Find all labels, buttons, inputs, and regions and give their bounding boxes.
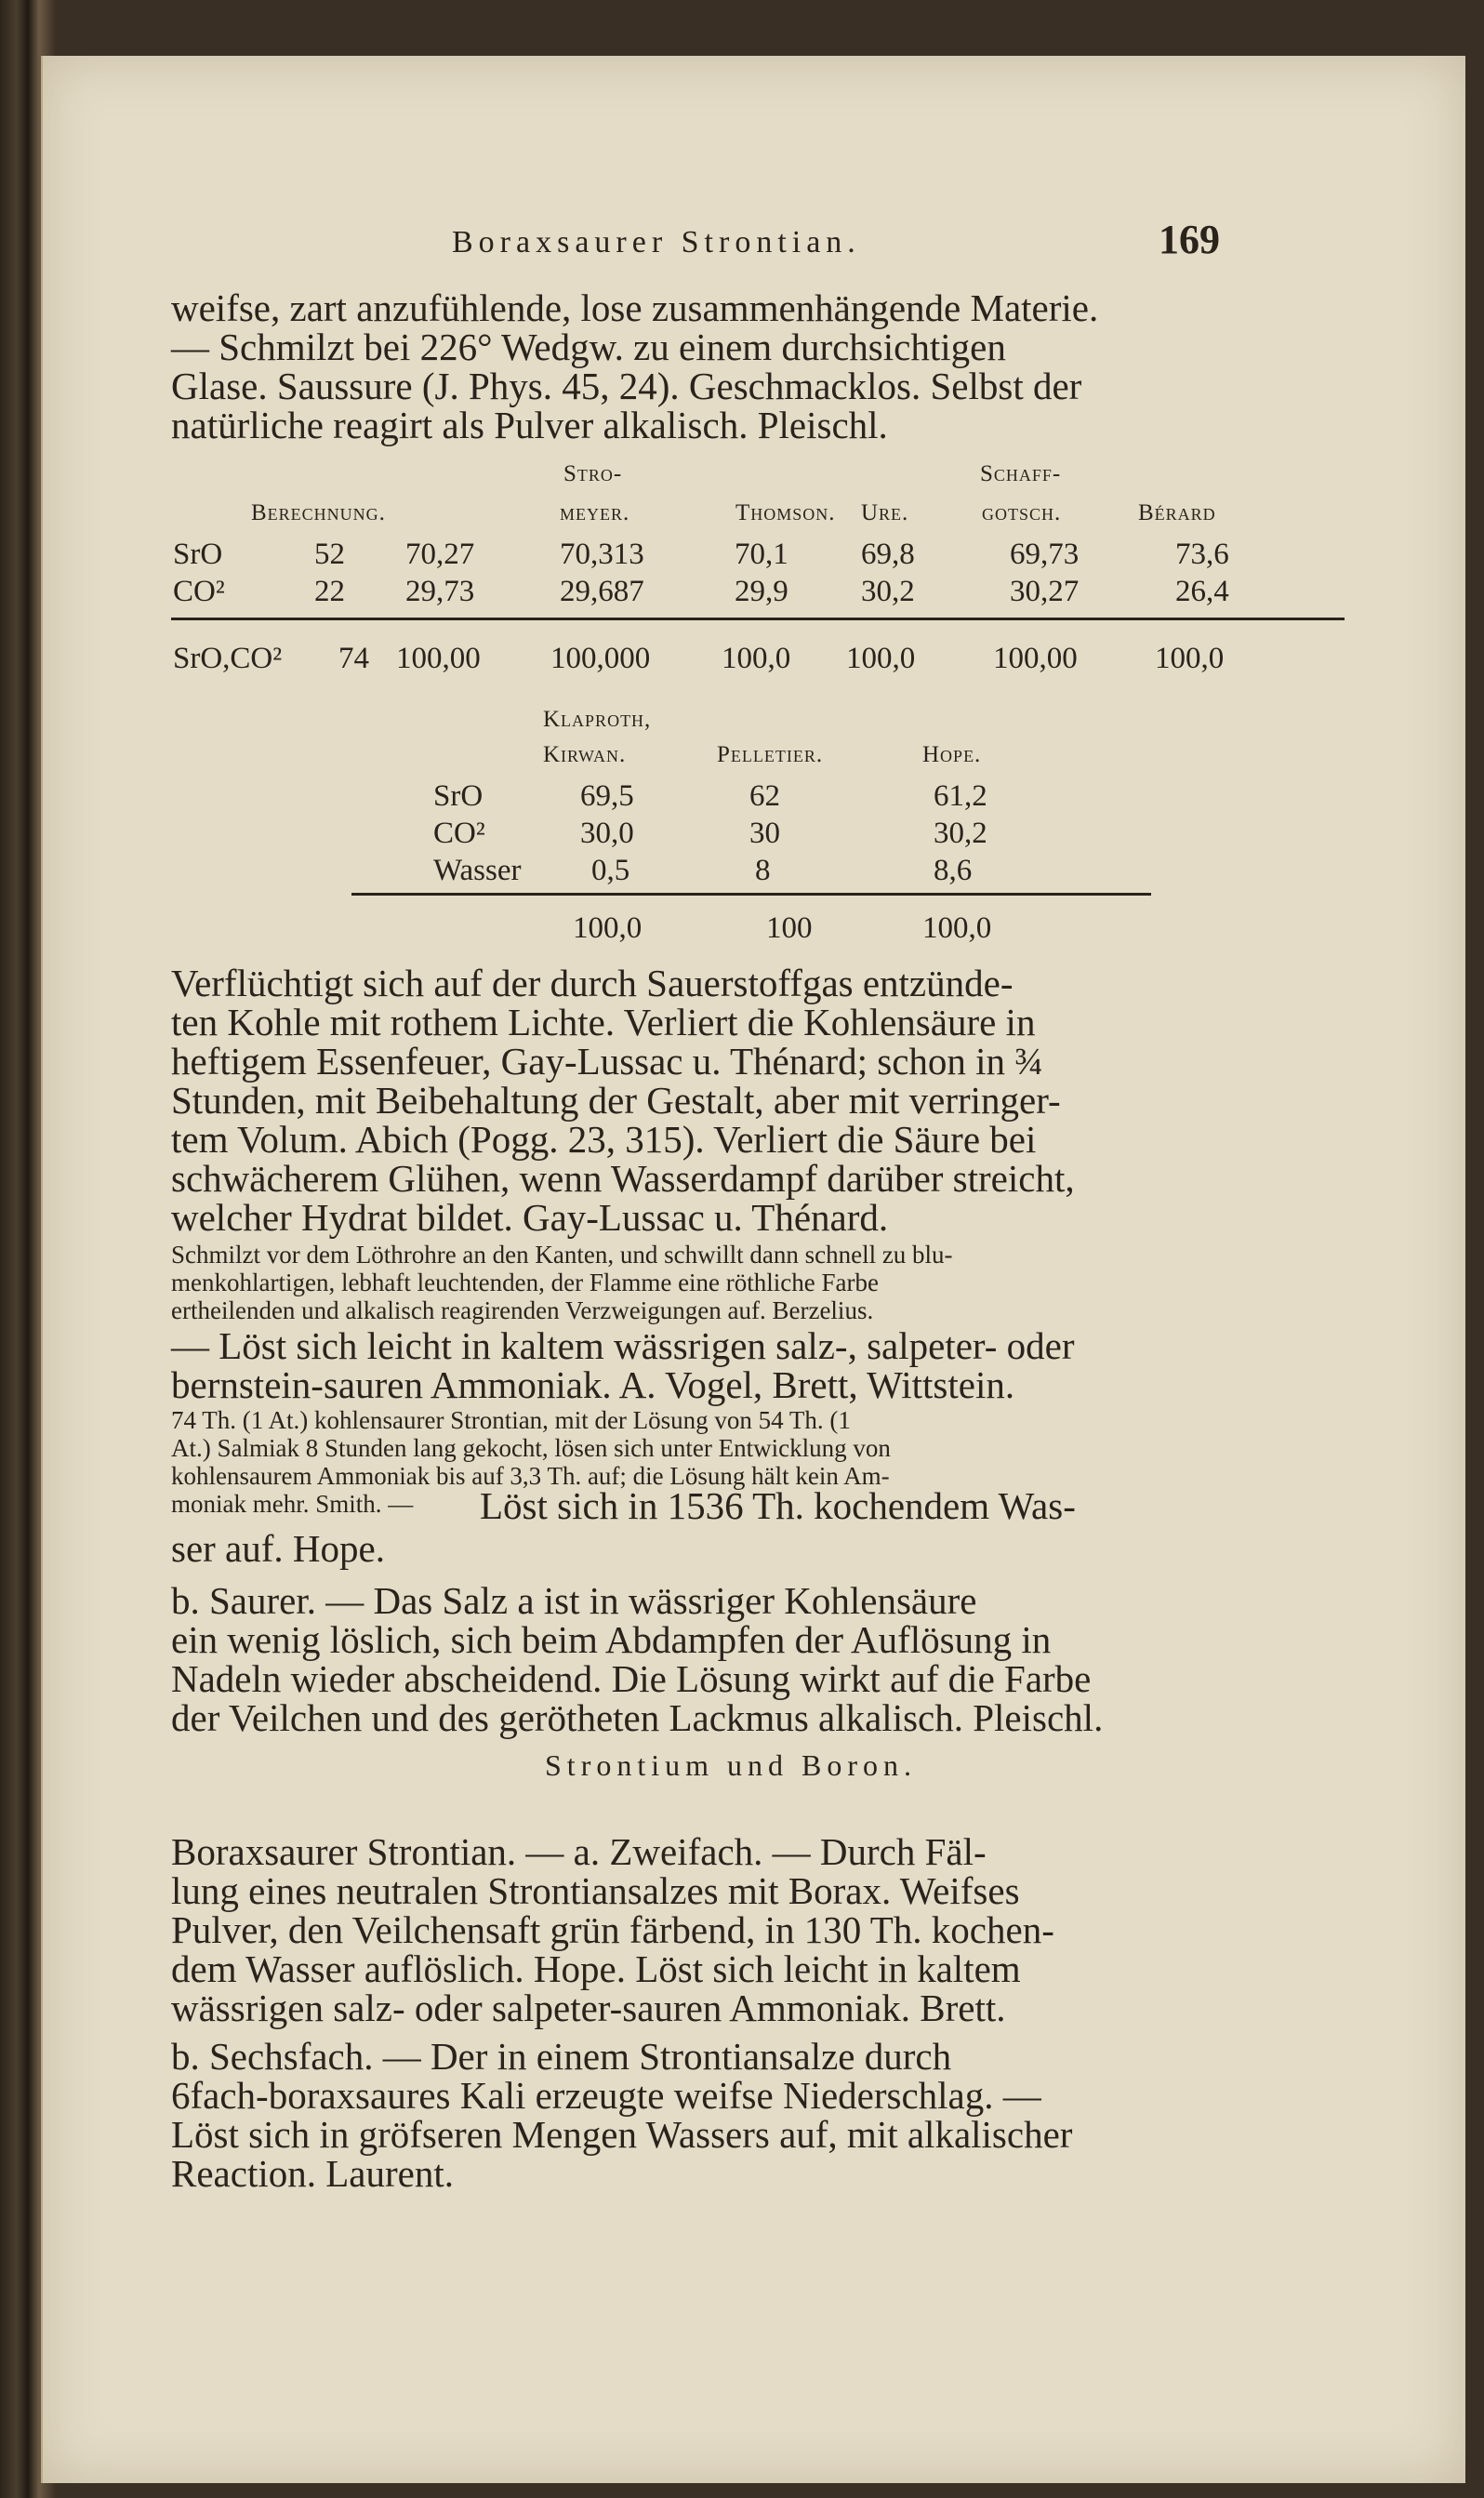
cell: 29,9 — [735, 575, 788, 608]
text-line: Reaction. Laurent. — [171, 2152, 454, 2195]
cell: 69,8 — [861, 538, 915, 571]
text-last: ser auf. Hope. — [171, 1527, 385, 1570]
col-header-ure: Ure. — [861, 500, 909, 525]
text-line: bernstein-sauren Ammoniak. A. Vogel, Brett, Wittstein. — [171, 1363, 1015, 1406]
cell: 30,2 — [934, 817, 987, 850]
col-header-thomson: Thomson. — [735, 500, 836, 525]
text-line: — Schmilzt bei 226° Wedgw. zu einem durchsichtigen — [171, 326, 1006, 368]
text-line: Glase. Saussure (J. Phys. 45, 24). Geschmacklos. Selbst der — [171, 365, 1082, 407]
text-line: Pulver, den Veilchensaft grün färbend, in 130 Th. kochen- — [171, 1908, 1054, 1951]
table-rule — [351, 893, 1151, 896]
book-page — [41, 56, 1465, 2483]
text-line: wässrigen salz- oder salpeter-sauren Ammoniak. Brett. — [171, 1986, 1006, 2029]
row-label: CO² — [173, 575, 225, 608]
cell: 69,5 — [580, 779, 634, 813]
running-title: Boraxsaurer Strontian. — [452, 225, 861, 259]
col-header-klaproth-1: Klaproth, — [543, 707, 652, 732]
cell: 69,73 — [1010, 538, 1080, 571]
text-line: Löst sich in gröfseren Mengen Wassers auf, mit alkalischer — [171, 2113, 1073, 2156]
total-cell: 100,00 — [993, 642, 1078, 675]
cell: 52 — [314, 538, 345, 571]
text-line: ein wenig löslich, sich beim Abdampfen der Auflösung in — [171, 1618, 1052, 1661]
total-cell: 100,0 — [722, 642, 791, 675]
text-line: — Löst sich leicht in kaltem wässrigen salz-, salpeter- oder — [171, 1324, 1075, 1367]
cell: 62 — [749, 779, 780, 813]
total-cell: 74 — [338, 642, 369, 675]
section-title: Strontium und Boron. — [545, 1748, 918, 1782]
total-cell: 100,00 — [396, 642, 481, 675]
total-cell: 100,0 — [1155, 642, 1225, 675]
text-line: menkohlartigen, lebhaft leuchtenden, der Flamme eine röthliche Farbe — [171, 1269, 879, 1296]
col-header-klaproth-2: Kirwan. — [543, 742, 627, 767]
paragraph-sechsfach — [171, 2037, 1333, 2193]
cell: 22 — [314, 575, 345, 608]
text-line: ertheilenden und alkalisch reagirenden Verzweigungen auf. Berzelius. — [171, 1296, 874, 1324]
text-line: b. Sechsfach. — Der in einem Strontiansalze durch — [171, 2035, 952, 2078]
col-header-stromeyer-1: Stro- — [563, 461, 623, 486]
row-label: SrO — [173, 538, 223, 571]
total-cell: 100 — [766, 911, 813, 945]
cell: 73,6 — [1175, 538, 1229, 571]
text-line: Stunden, mit Beibehaltung der Gestalt, aber mit verringer- — [171, 1079, 1061, 1122]
total-cell: 100,0 — [846, 642, 916, 675]
text-line: welcher Hydrat bildet. Gay-Lussac u. Thénard. — [171, 1196, 889, 1239]
cell: 26,4 — [1175, 575, 1229, 608]
cell: 8 — [755, 854, 771, 887]
col-header-berechnung: Berechnung. — [251, 500, 386, 525]
cell: 30,27 — [1010, 575, 1080, 608]
text-tail: Löst sich in 1536 Th. kochendem Was- — [480, 1484, 1076, 1527]
cell: 8,6 — [934, 854, 973, 887]
cell: 29,73 — [405, 575, 475, 608]
text-line: 74 Th. (1 At.) kohlensaurer Strontian, mit der Lösung von 54 Th. (1 — [171, 1406, 851, 1434]
col-header-schaffgotsch-2: gotsch. — [982, 500, 1062, 525]
page-header — [43, 216, 1465, 272]
text-line: schwächerem Glühen, wenn Wasserdampf darüber streicht, — [171, 1157, 1075, 1200]
paragraph-small-note — [171, 1241, 1333, 1324]
page-number: 169 — [1159, 217, 1220, 262]
text-line: 6fach-boraxsaures Kali erzeugte weifse Niederschlag. — — [171, 2074, 1041, 2117]
col-header-stromeyer-2: meyer. — [560, 500, 630, 525]
table-rule — [171, 618, 1345, 620]
row-label: SrO — [433, 779, 484, 813]
text-line: Nadeln wieder abscheidend. Die Lösung wirkt auf die Farbe — [171, 1657, 1092, 1700]
text-line: der Veilchen und des gerötheten Lackmus alkalisch. Pleischl. — [171, 1696, 1104, 1739]
text-line: Schmilzt vor dem Löthrohre an den Kanten, und schwillt dann schnell zu blu- — [171, 1241, 953, 1269]
cell: 30 — [749, 817, 780, 850]
cell: 30,0 — [580, 817, 634, 850]
text-line: weifse, zart anzufühlende, lose zusammenhängende Materie. — [171, 286, 1099, 329]
cell: 0,5 — [591, 854, 630, 887]
text-line: dem Wasser auflöslich. Hope. Löst sich leicht in kaltem — [171, 1947, 1021, 1990]
cell: 70,313 — [560, 538, 644, 571]
total-cell: 100,000 — [550, 642, 651, 675]
text-line: b. Saurer. — Das Salz a ist in wässriger Kohlensäure — [171, 1579, 977, 1622]
col-header-schaffgotsch-1: Schaff- — [980, 461, 1062, 486]
cell: 70,1 — [735, 538, 788, 571]
total-label: SrO,CO² — [173, 642, 283, 675]
paragraph-properties — [171, 963, 1333, 1237]
text-line: natürliche reagirt als Pulver alkalisch. Pleischl. — [171, 404, 888, 446]
paragraph-saurer — [171, 1581, 1333, 1737]
col-header-hope: Hope. — [922, 742, 982, 767]
text-line: tem Volum. Abich (Pogg. 23, 315). Verliert die Säure bei — [171, 1118, 1037, 1161]
cell: 29,687 — [560, 575, 644, 608]
text-line: heftigem Essenfeuer, Gay-Lussac u. Thénard; schon in ¾ — [171, 1040, 1044, 1083]
total-cell: 100,0 — [922, 911, 992, 945]
text-line: moniak mehr. Smith. — — [171, 1490, 414, 1518]
row-label: CO² — [433, 817, 485, 850]
col-header-berard: Bérard — [1138, 500, 1216, 525]
cell: 70,27 — [405, 538, 475, 571]
paragraph-zweifach — [171, 1832, 1333, 2027]
text-line: kohlensaurem Ammoniak bis auf 3,3 Th. auf; die Lösung hält kein Am- — [171, 1462, 890, 1490]
cell: 30,2 — [861, 575, 915, 608]
text-line: ten Kohle mit rothem Lichte. Verliert die Kohlensäure in — [171, 1001, 1036, 1043]
text-line: lung eines neutralen Strontiansalzes mit Borax. Weifses — [171, 1869, 1020, 1912]
total-cell: 100,0 — [573, 911, 643, 945]
row-label: Wasser — [433, 854, 522, 887]
cell: 61,2 — [934, 779, 987, 813]
col-header-pelletier: Pelletier. — [717, 742, 824, 767]
paragraph-solubility — [171, 1326, 1333, 1404]
text-line: Boraxsaurer Strontian. — a. Zweifach. — Durch Fäl- — [171, 1830, 987, 1873]
text-line: Verflüchtigt sich auf der durch Sauerstoffgas entzünde- — [171, 962, 1014, 1004]
text-line: At.) Salmiak 8 Stunden lang gekocht, lösen sich unter Entwicklung von — [171, 1434, 891, 1462]
paragraph-top — [171, 288, 1333, 445]
